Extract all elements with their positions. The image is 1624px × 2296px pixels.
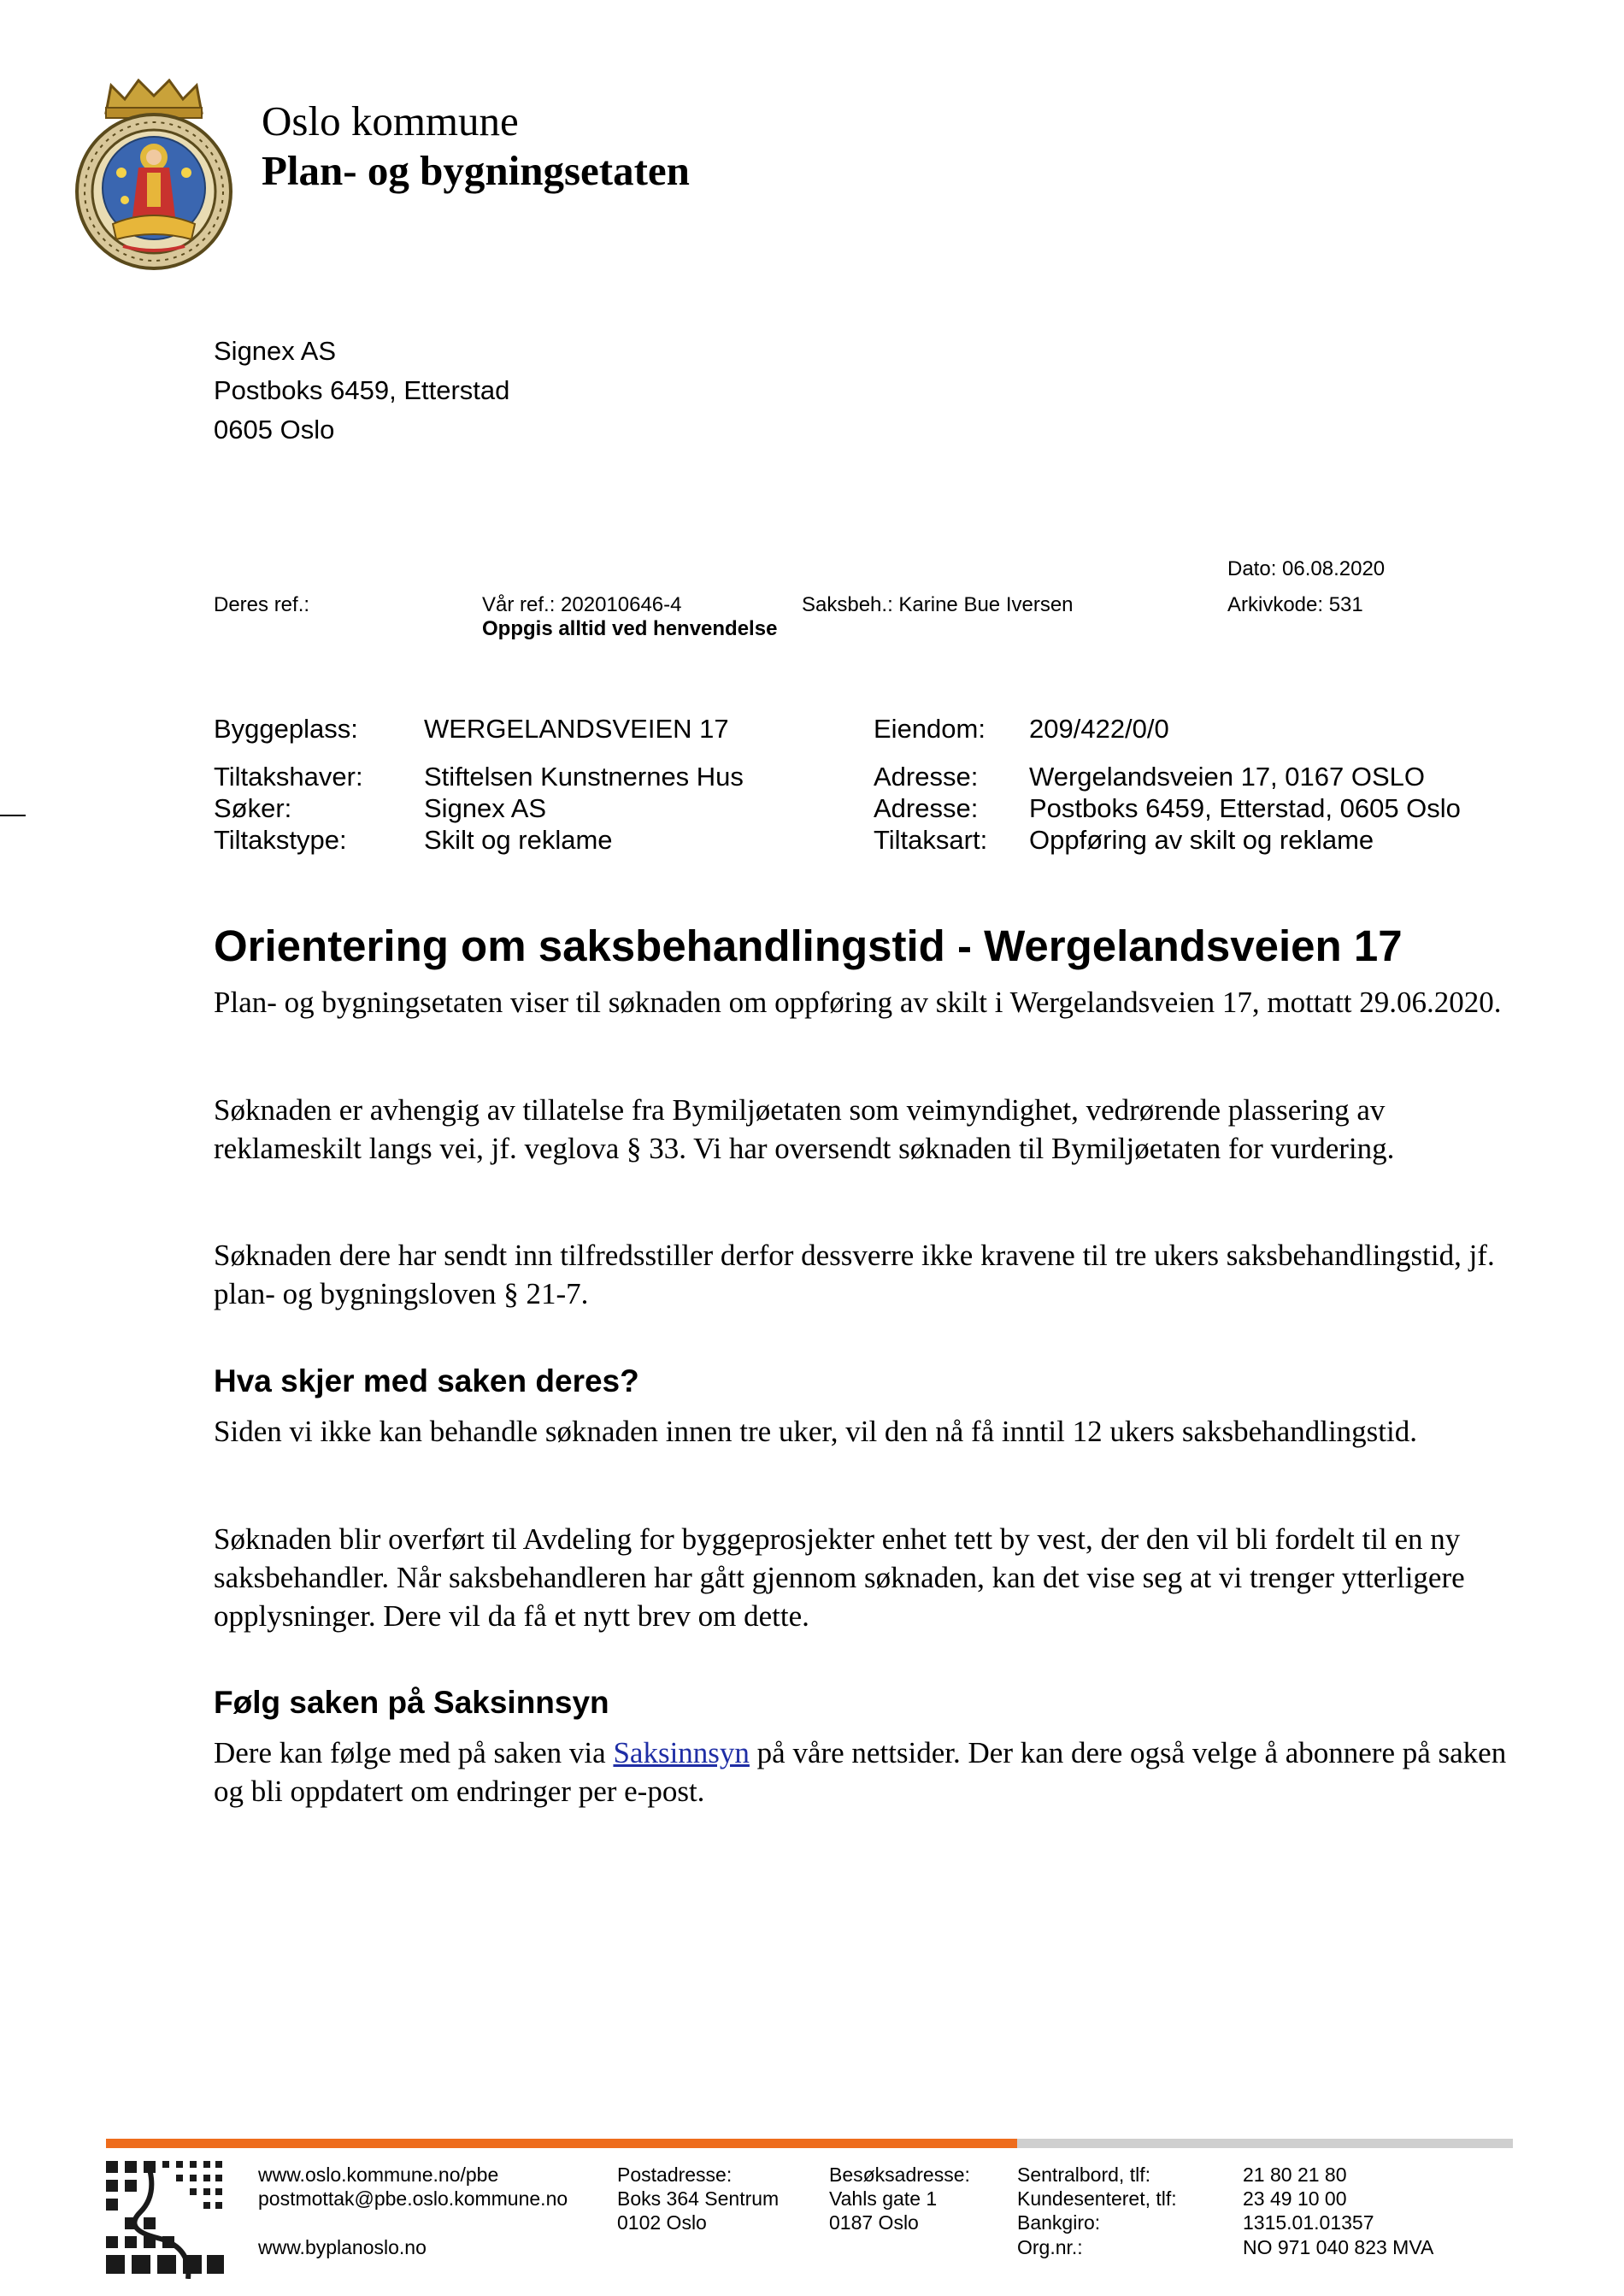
paragraph-requirements <box>214 1236 1530 1313</box>
footer-visit-label: Besøksadresse: <box>829 2164 970 2186</box>
soker-value: Signex AS <box>424 793 547 823</box>
footer-postal-city: 0102 Oslo <box>617 2211 707 2234</box>
letter-date: Dato: 06.08.2020 <box>1227 557 1386 580</box>
soker-adresse-label: Adresse: <box>874 793 979 823</box>
footer-switchboard-value: 21 80 21 80 <box>1243 2164 1347 2186</box>
paragraph-text: Siden vi ikke kan behandle søknaden innen tre uker, vil den nå få inntil 12 ukers saksbehandlingstid. <box>214 1415 1417 1448</box>
archive-code: Arkivkode: 531 <box>1227 593 1363 616</box>
paragraph-transfer <box>214 1520 1530 1635</box>
tiltakstype-value: Skilt og reklame <box>424 825 613 855</box>
footer-customer-value: 23 49 10 00 <box>1243 2187 1347 2210</box>
tiltaksart-label: Tiltaksart: <box>874 825 988 855</box>
paragraph-intro <box>214 983 1530 1021</box>
paragraph-text: Søknaden blir overført til Avdeling for byggeprosjekter enhet tett by vest, der den vil bli fordelt til en ny saksbehandler. Når saksbehandleren har gått gjennom søknaden, kan det vise seg at vi trenger ytterligere opplysninger. Dere vil da få et nytt brev om dette. <box>214 1522 1465 1633</box>
fold-mark <box>0 815 26 816</box>
paragraph-processing-time <box>214 1412 1530 1451</box>
paragraph-text: Plan- og bygningsetaten viser til søknaden om oppføring av skilt i Wergelandsveien 17, mottatt 29.06.2020. <box>214 986 1502 1019</box>
footer-visit-line: Vahls gate 1 <box>829 2187 938 2210</box>
tiltaksart-value: Oppføring av skilt og reklame <box>1029 825 1374 855</box>
paragraph-text: på våre nettsider. Der kan dere også velge å abonnere på saken og bli oppdatert om endringer per e-post. <box>214 1736 1507 1808</box>
footer-website[interactable]: www.oslo.kommune.no/pbe <box>258 2164 499 2186</box>
soker-adresse-value: Postboks 6459, Etterstad, 0605 Oslo <box>1029 793 1461 823</box>
recipient-address: Postboks 6459, Etterstad <box>214 375 510 405</box>
paragraph-saksinnsyn <box>214 1734 1530 1810</box>
reference-note: Oppgis alltid ved henvendelse <box>482 617 778 640</box>
recipient-name: Signex AS <box>214 336 337 366</box>
tiltakshaver-label: Tiltakshaver: <box>214 762 363 792</box>
paragraph-dependency <box>214 1091 1530 1168</box>
case-handler: Saksbeh.: Karine Bue Iversen <box>802 593 1074 616</box>
paragraph-text: Dere kan følge med på saken via <box>214 1736 614 1769</box>
recipient-postal: 0605 Oslo <box>214 415 335 444</box>
footer-website-2[interactable]: www.byplanoslo.no <box>258 2236 427 2258</box>
our-reference: Vår ref.: 202010646-4 <box>482 593 682 616</box>
footer-postal-label: Postadresse: <box>617 2164 733 2186</box>
footer-email[interactable]: postmottak@pbe.oslo.kommune.no <box>258 2187 568 2210</box>
footer-divider-bar <box>1017 2139 1513 2148</box>
department-name: Plan- og bygningsetaten <box>262 147 690 194</box>
adresse-value: Wergelandsveien 17, 0167 OSLO <box>1029 762 1426 792</box>
saksinnsyn-link[interactable]: Saksinnsyn <box>613 1736 750 1769</box>
footer-bankgiro-value: 1315.01.01357 <box>1243 2211 1374 2234</box>
byggeplass-value: WERGELANDSVEIEN 17 <box>424 714 729 744</box>
byggeplass-label: Byggeplass: <box>214 714 358 744</box>
section-heading: Følg saken på Saksinnsyn <box>214 1685 609 1720</box>
footer-orgnr-label: Org.nr.: <box>1017 2236 1083 2258</box>
oslo-coat-of-arms-icon <box>72 79 236 270</box>
paragraph-text: Søknaden dere har sendt inn tilfredsstiller derfor dessverre ikke kravene til tre ukers saksbehandlingstid, jf. plan- og bygningsloven § 21-7. <box>214 1239 1495 1310</box>
soker-label: Søker: <box>214 793 292 823</box>
your-reference: Deres ref.: <box>214 593 310 616</box>
adresse-label: Adresse: <box>874 762 979 792</box>
eiendom-value: 209/422/0/0 <box>1029 714 1169 744</box>
footer-postal-line: Boks 364 Sentrum <box>617 2187 780 2210</box>
letter-title: Orientering om saksbehandlingstid - Wergelandsveien 17 <box>214 921 1403 970</box>
pbe-grid-logo-icon <box>106 2161 224 2279</box>
org-name: Oslo kommune <box>262 97 519 144</box>
footer-accent-bar <box>106 2139 1017 2148</box>
eiendom-label: Eiendom: <box>874 714 986 744</box>
footer-visit-city: 0187 Oslo <box>829 2211 919 2234</box>
tiltakstype-label: Tiltakstype: <box>214 825 347 855</box>
footer-customer-label: Kundesenteret, tlf: <box>1017 2187 1177 2210</box>
footer-switchboard-label: Sentralbord, tlf: <box>1017 2164 1150 2186</box>
section-heading: Hva skjer med saken deres? <box>214 1363 639 1398</box>
footer-orgnr-value: NO 971 040 823 MVA <box>1243 2236 1434 2258</box>
paragraph-text: Søknaden er avhengig av tillatelse fra Bymiljøetaten som veimyndighet, vedrørende plassering av reklameskilt langs vei, jf. veglova § 33. Vi har oversendt søknaden til Bymiljøetaten for vurdering. <box>214 1093 1395 1165</box>
tiltakshaver-value: Stiftelsen Kunstnernes Hus <box>424 762 744 792</box>
footer-bankgiro-label: Bankgiro: <box>1017 2211 1101 2234</box>
